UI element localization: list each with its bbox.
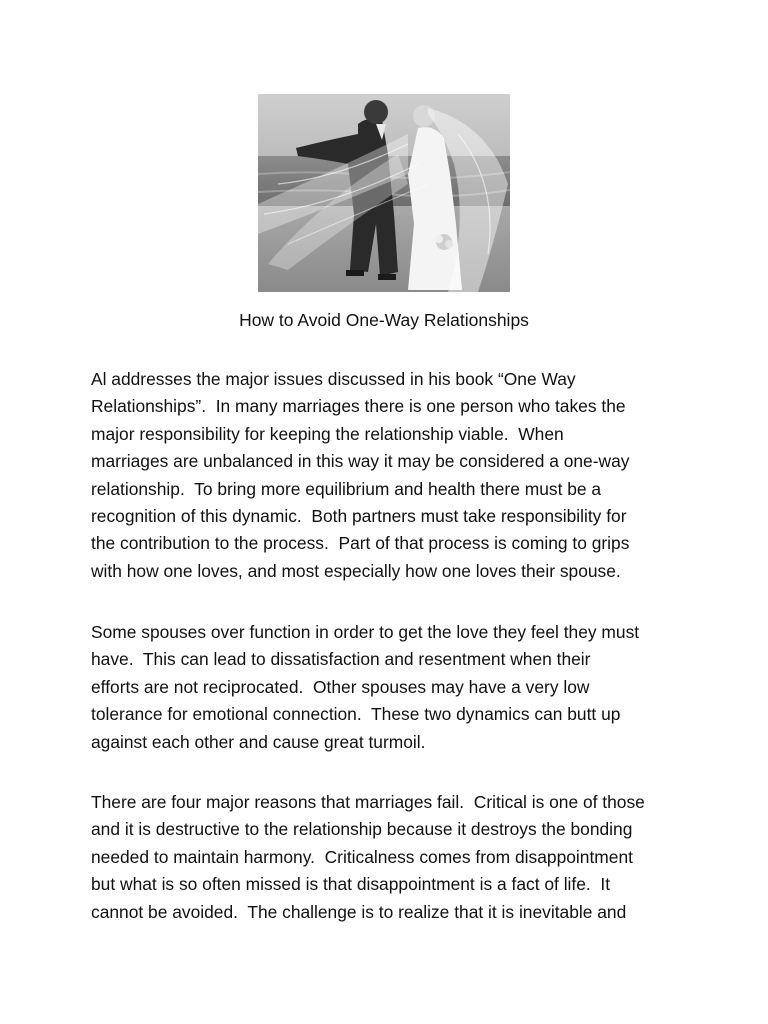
text-line: There are four major reasons that marriages fail. Critical is one of those [91, 792, 645, 812]
paragraph [91, 619, 711, 756]
text-line: efforts are not reciprocated. Other spouses may have a very low [91, 676, 590, 697]
paragraph [91, 366, 711, 585]
document-title: How to Avoid One-Way Relationships [239, 310, 529, 330]
text-line: tolerance for emotional connection. These two dynamics can butt up [91, 704, 621, 725]
text-line: the contribution to the process. Part of that process is coming to grips [91, 533, 630, 554]
text-line: relationship. To bring more equilibrium and health there must be a [91, 478, 602, 499]
text-line: major responsibility for keeping the relationship viable. When [91, 423, 564, 444]
text-line: against each other and cause great turmoil. [91, 731, 426, 752]
text-line: have. This can lead to dissatisfaction and resentment when their [91, 649, 591, 670]
text-line: needed to maintain harmony. Criticalness comes from disappointment [91, 846, 633, 867]
text-line: and it is destructive to the relationship because it destroys the bonding [91, 819, 633, 840]
text-line: Relationships”. In many marriages there is one person who takes the [91, 396, 626, 417]
text-line: marriages are unbalanced in this way it may be considered a one-way [91, 451, 630, 472]
text-line: with how one loves, and most especially how one loves their spouse. [91, 560, 621, 581]
text-line: recognition of this dynamic. Both partners must take responsibility for [91, 505, 627, 526]
text-line: but what is so often missed is that disappointment is a fact of life. It [91, 874, 611, 895]
wedding-photo [258, 94, 510, 292]
text-line: Al addresses the major issues discussed in his book “One Way [91, 369, 576, 389]
paragraph [91, 789, 711, 926]
text-line: Some spouses over function in order to get the love they feel they must [91, 622, 640, 642]
text-line: cannot be avoided. The challenge is to realize that it is inevitable and [91, 901, 627, 922]
